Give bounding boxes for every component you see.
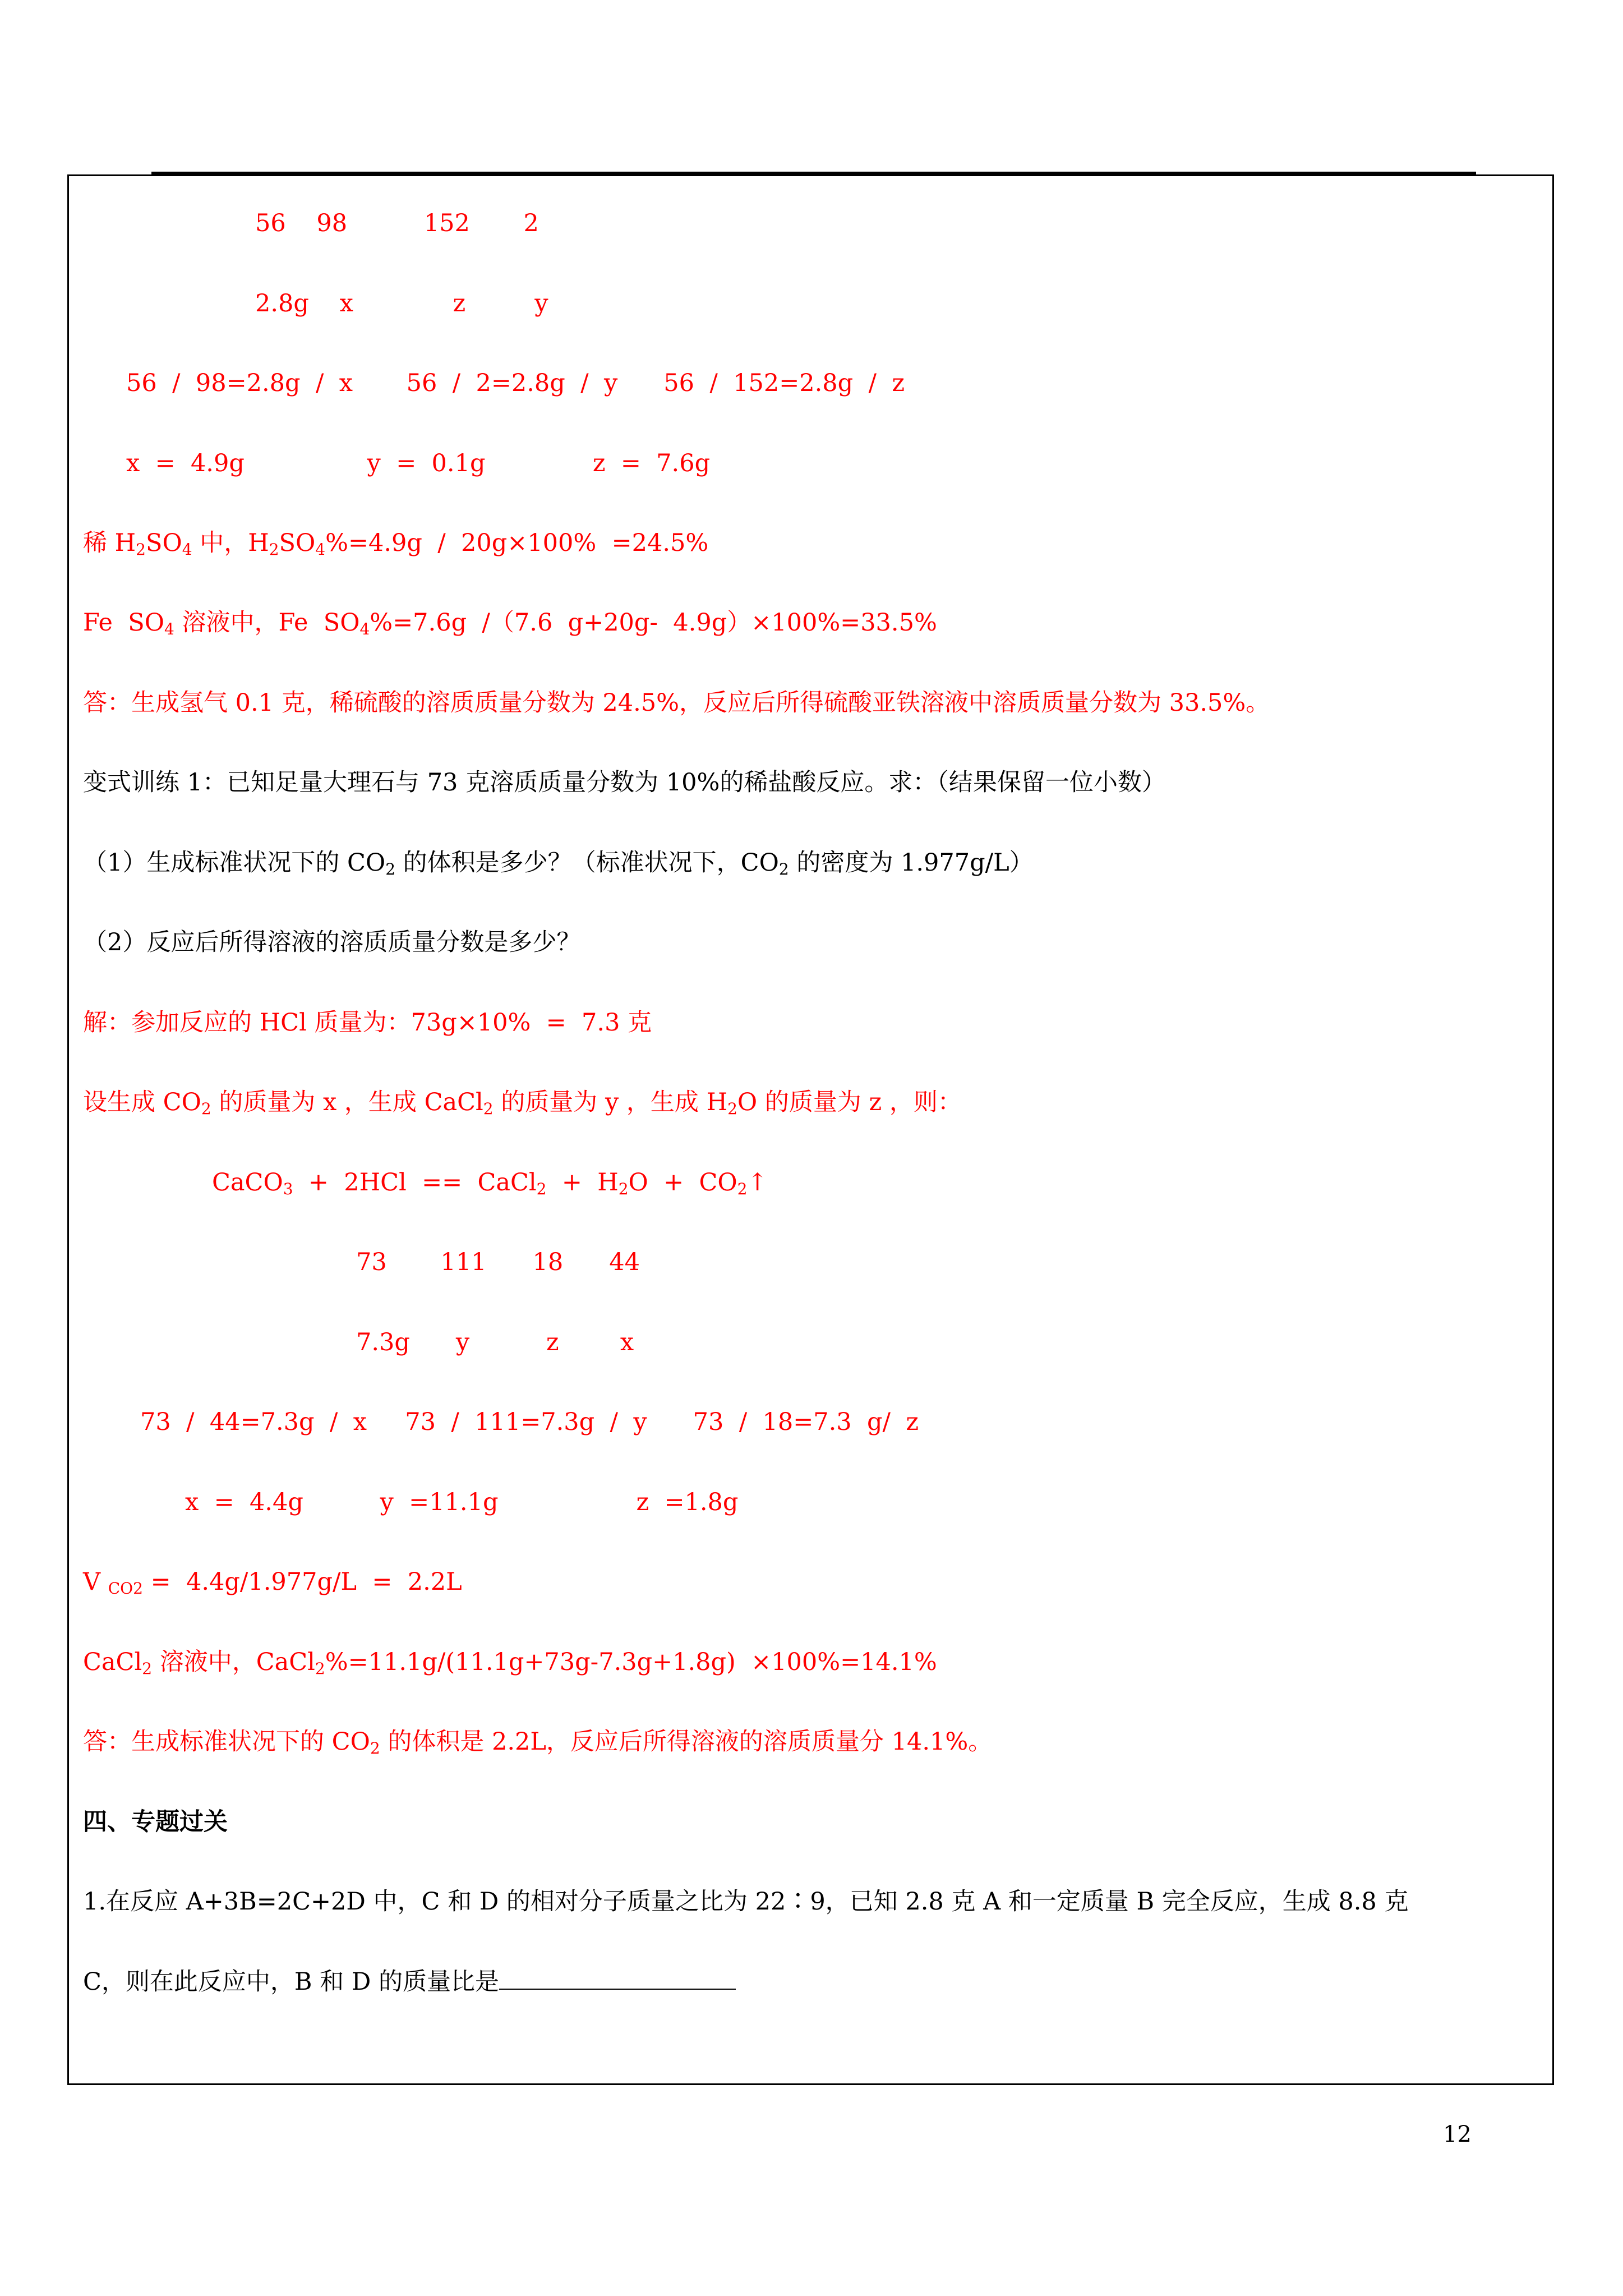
relative-mass-row: 56 98 152 2 bbox=[255, 209, 539, 237]
assume-line: 设生成 $CO_2$ 的质量为 x ，生成 CaCl$_2$ 的质量为 y ，生成 $H_2O$ 的质量为 z ，则： bbox=[83, 1088, 962, 1118]
page-number: 12 bbox=[1443, 2122, 1472, 2147]
proportion-row: 56 / 98=2.8g / x 56 / 2=2.8g / y 56 / 152=2.8g / z bbox=[126, 369, 905, 397]
exercise-title-line: 变式训练 1：已知足量大理石与 73 克溶质质量分数为 10%的稀盐酸反应。求：（结果保留一位小数） bbox=[83, 769, 1166, 797]
cacl2-fraction-line: CaCl$_2$ 溶液中，CaCl$_2$%=11.1g/(11.1g+73g-7.3g+1.8g) ×100%=14.1% bbox=[83, 1648, 937, 1678]
answer-blank bbox=[499, 1972, 736, 1990]
question-2-line: （2）反应后所得溶液的溶质质量分数是多少？ bbox=[83, 928, 581, 956]
question-1-line: （1）生成标准状况下的 $CO_2$ 的体积是多少？（标准状况下，$CO_2$ 的密度为 1.977g/L） bbox=[83, 849, 1034, 878]
chemical-equation: CaCO$_3$ + 2HCl == CaCl$_2$ + $H_2O$ + $CO_2↑$ bbox=[212, 1168, 768, 1198]
result-row: x = 4.9g y = 0.1g z = 7.6g bbox=[126, 449, 711, 477]
feso4-fraction-line: Fe $SO_4$ 溶液中，Fe $SO_4\%=7.6g$ /（7.6 g+20g- 4.9g）×100%=33.5% bbox=[83, 609, 937, 638]
given-mass-row: 2.8g x z y bbox=[255, 289, 548, 318]
problem-1-line: 1.在反应 A+3B=2C+2D 中，C 和 D 的相对分子质量之比为 22∶9，已知 2.8 克 A 和一定质量 B 完全反应，生成 8.8 克 bbox=[83, 1888, 1409, 1916]
h2so4-fraction-line: 稀 $H_2SO_4$ 中，$H_2SO_4\%=4.9g / 20g\times 100\% =24.5\%$ bbox=[83, 529, 709, 559]
given-mass-row-2: 7.3g y z x bbox=[356, 1328, 634, 1356]
solution-hcl-line: 解：参加反应的 HCl 质量为：73g×10% = 7.3 克 bbox=[83, 1009, 652, 1037]
problem-1-continuation: C，则在此反应中，B 和 D 的质量比是 bbox=[83, 1970, 736, 1994]
co2-volume-line: V $_{CO2}$ = 4.4g/1.977g/L = 2.2L bbox=[83, 1568, 462, 1598]
section-heading: 四、专题过关 bbox=[83, 1808, 228, 1836]
result-row-2: x = 4.4g y =11.1g z =1.8g bbox=[185, 1488, 739, 1516]
answer-1-line: 答：生成氢气 0.1 克，稀硫酸的溶质质量分数为 24.5%，反应后所得硫酸亚铁溶液中溶质质量分数为 33.5%。 bbox=[83, 689, 1270, 717]
relative-mass-row-2: 73 111 18 44 bbox=[356, 1248, 640, 1276]
proportion-row-2: 73 / 44=7.3g / x 73 / 111=7.3g / y 73 / 18=7.3 g/ z bbox=[140, 1408, 919, 1436]
answer-2-line: 答：生成标准状况下的 $CO_2$ 的体积是 2.2L，反应后所得溶液的溶质质量分 14.1%。 bbox=[83, 1728, 993, 1757]
